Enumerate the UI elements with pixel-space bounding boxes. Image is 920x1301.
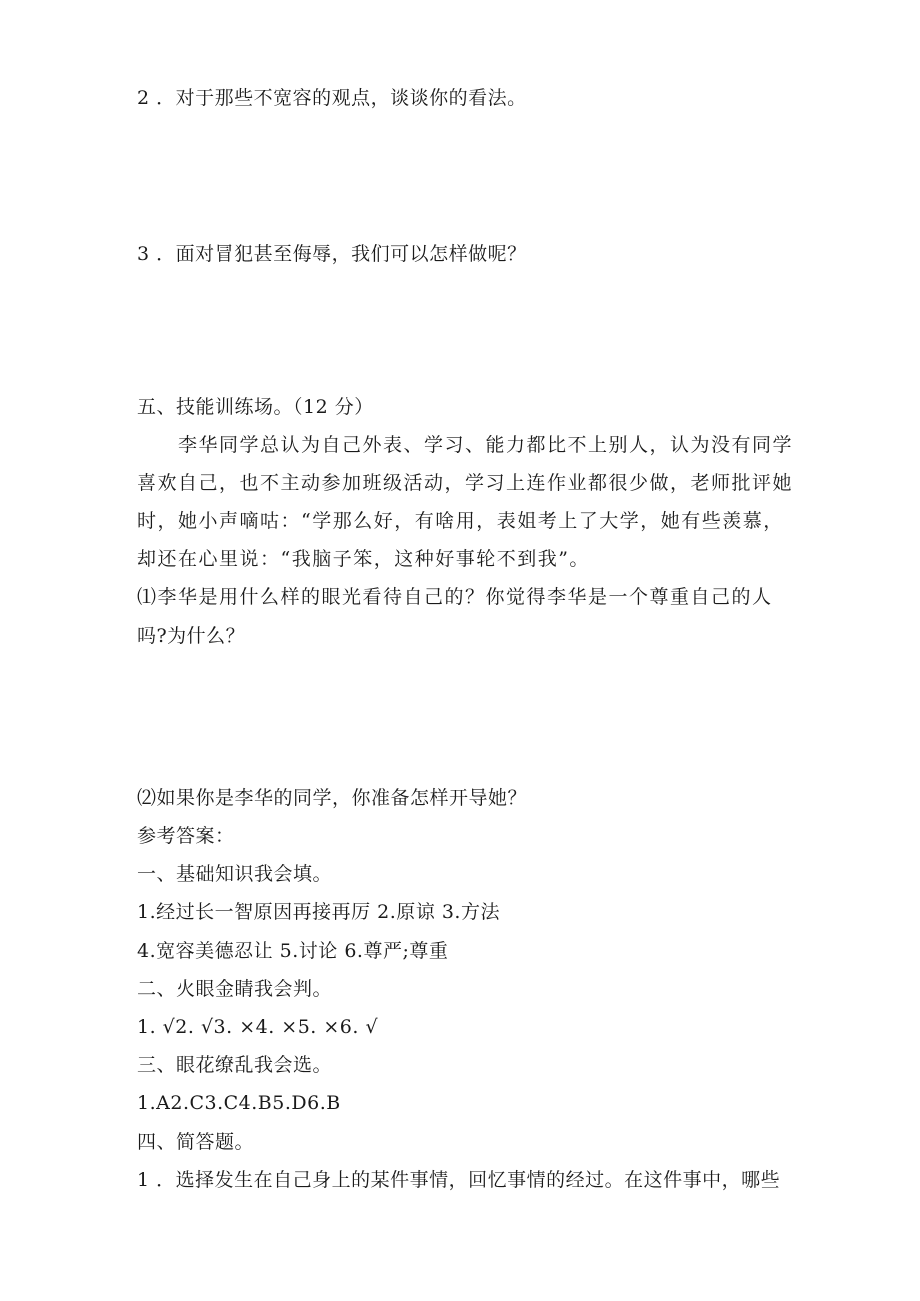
answers-part4-line1: 1 ．选择发生在自己身上的某件事情，回忆事情的经过。在这件事中，哪些: [137, 1169, 781, 1191]
answers-part2-line1: 1. √2. √3. ×4. ×5. ×6. √: [137, 1016, 379, 1038]
answers-part1-line2: 4.宽容美德忍让 5.讨论 6.尊严;尊重: [137, 940, 449, 962]
answers-part1-title: 一、基础知识我会填。: [137, 863, 333, 885]
sub-question-1-line-2: 吗?为什么？: [137, 625, 246, 647]
answers-part4-title: 四、简答题。: [137, 1131, 255, 1153]
answers-part3-line1: 1.A2.C3.C4.B5.D6.B: [137, 1092, 341, 1114]
question-3: 3 ．面对冒犯甚至侮辱，我们可以怎样做呢？: [137, 243, 527, 265]
passage-line-2: 喜欢自己，也不主动参加班级活动，学习上连作业都很少做，老师批评她: [137, 472, 794, 494]
answers-heading: 参考答案：: [137, 825, 235, 847]
answers-part2-title: 二、火眼金睛我会判。: [137, 978, 333, 1000]
section-5-title: 五、技能训练场。（12 分）: [137, 396, 374, 418]
answers-part3-title: 三、眼花缭乱我会选。: [137, 1054, 333, 1076]
sub-question-1-line-1: ⑴李华是用什么样的眼光看待自己的？你觉得李华是一个尊重自己的人: [137, 586, 773, 608]
passage-line-3: 时，她小声嘀咕：“学那么好，有啥用，表姐考上了大学，她有些羡慕，: [137, 510, 784, 532]
question-2: 2 ．对于那些不宽容的观点，谈谈你的看法。: [137, 87, 527, 109]
passage-line-1: 李华同学总认为自己外表、学习、能力都比不上别人，认为没有同学: [178, 434, 794, 456]
answers-part1-line1: 1.经过长一智原因再接再厉 2.原谅 3.方法: [137, 901, 500, 923]
passage-line-4: 却还在心里说：“我脑子笨，这种好事轮不到我”。: [137, 548, 590, 570]
sub-question-2: ⑵如果你是李华的同学，你准备怎样开导她？: [137, 787, 528, 809]
